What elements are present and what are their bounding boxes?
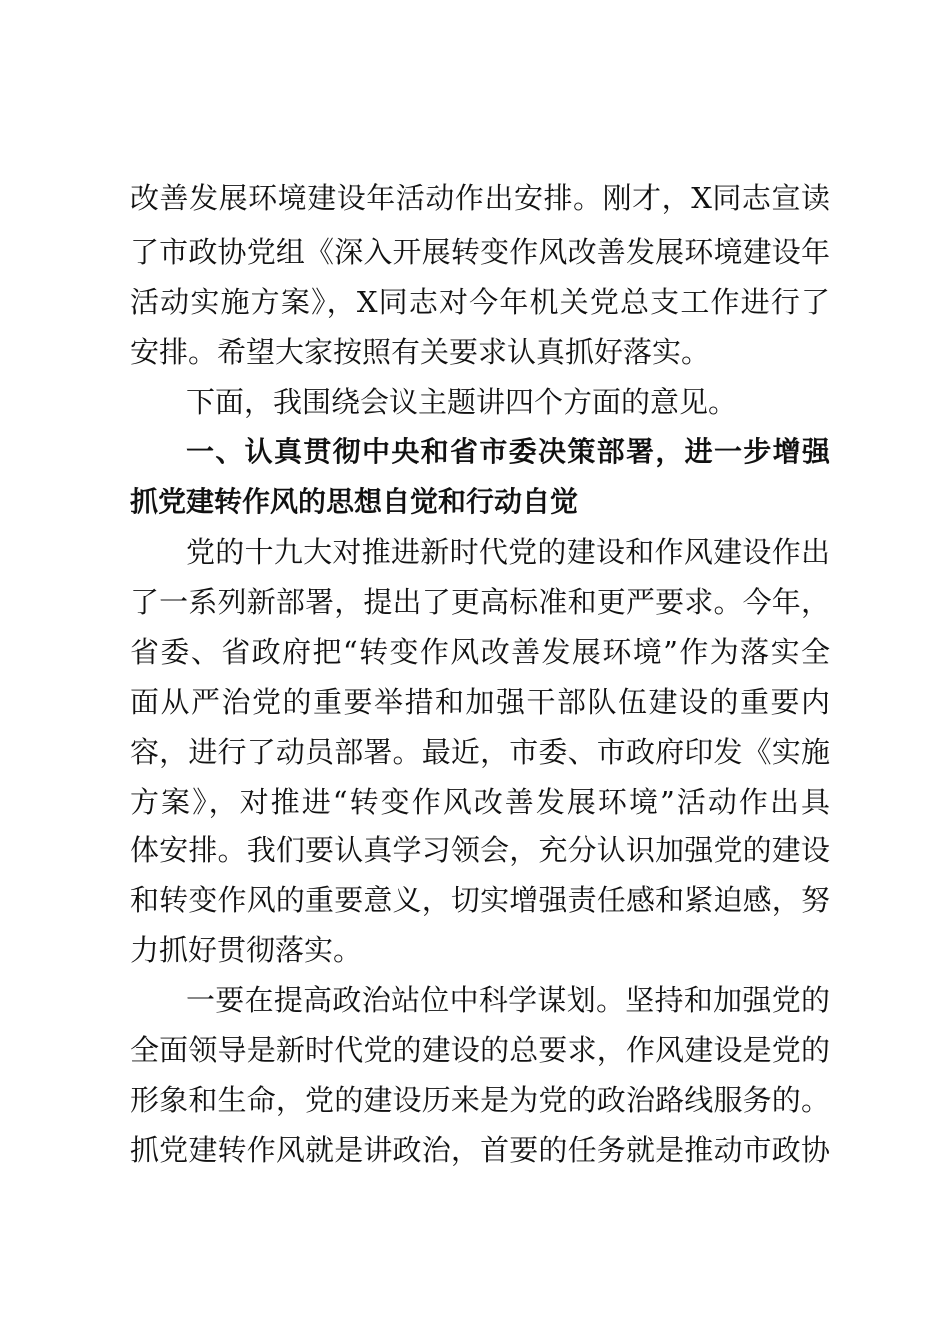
- paragraph-line: 活动实施方案》，X同志对今年机关党总支工作进行了: [130, 285, 830, 319]
- paragraph-line: 了市政协党组《深入开展转变作风改善发展环境建设年: [130, 235, 830, 269]
- paragraph-line: 和转变作风的重要意义，切实增强责任感和紧迫感，努: [130, 883, 830, 917]
- paragraph-line: 改善发展环境建设年活动作出安排。刚才，X同志宣读: [130, 181, 830, 215]
- paragraph-line: 全面领导是新时代党的建设的总要求，作风建设是党的: [130, 1033, 830, 1067]
- paragraph-line: 方案》，对推进“转变作风改善发展环境”活动作出具: [130, 785, 830, 819]
- paragraph-line: 面从严治党的重要举措和加强干部队伍建设的重要内: [130, 685, 830, 719]
- paragraph-line: 一要在提高政治站位中科学谋划。坚持和加强党的: [186, 983, 830, 1017]
- paragraph-line: 抓党建转作风就是讲政治，首要的任务就是推动市政协: [130, 1133, 830, 1167]
- section-heading-line: 一、认真贯彻中央和省市委决策部署，进一步增强: [186, 435, 830, 468]
- paragraph-line: 力抓好贯彻落实。: [130, 933, 363, 967]
- section-heading-line: 抓党建转作风的思想自觉和行动自觉: [130, 485, 579, 518]
- paragraph-line: 党的十九大对推进新时代党的建设和作风建设作出: [186, 535, 830, 569]
- paragraph-line: 省委、省政府把“转变作风改善发展环境”作为落实全: [130, 635, 830, 669]
- paragraph-line: 下面，我围绕会议主题讲四个方面的意见。: [186, 385, 738, 419]
- paragraph-line: 了一系列新部署，提出了更高标准和更严要求。今年，: [130, 585, 830, 619]
- paragraph-line: 形象和生命，党的建设历来是为党的政治路线服务的。: [130, 1083, 830, 1117]
- paragraph-line: 容，进行了动员部署。最近，市委、市政府印发《实施: [130, 735, 830, 769]
- paragraph-line: 体安排。我们要认真学习领会，充分认识加强党的建设: [130, 833, 830, 867]
- paragraph-line: 安排。希望大家按照有关要求认真抓好落实。: [130, 335, 711, 369]
